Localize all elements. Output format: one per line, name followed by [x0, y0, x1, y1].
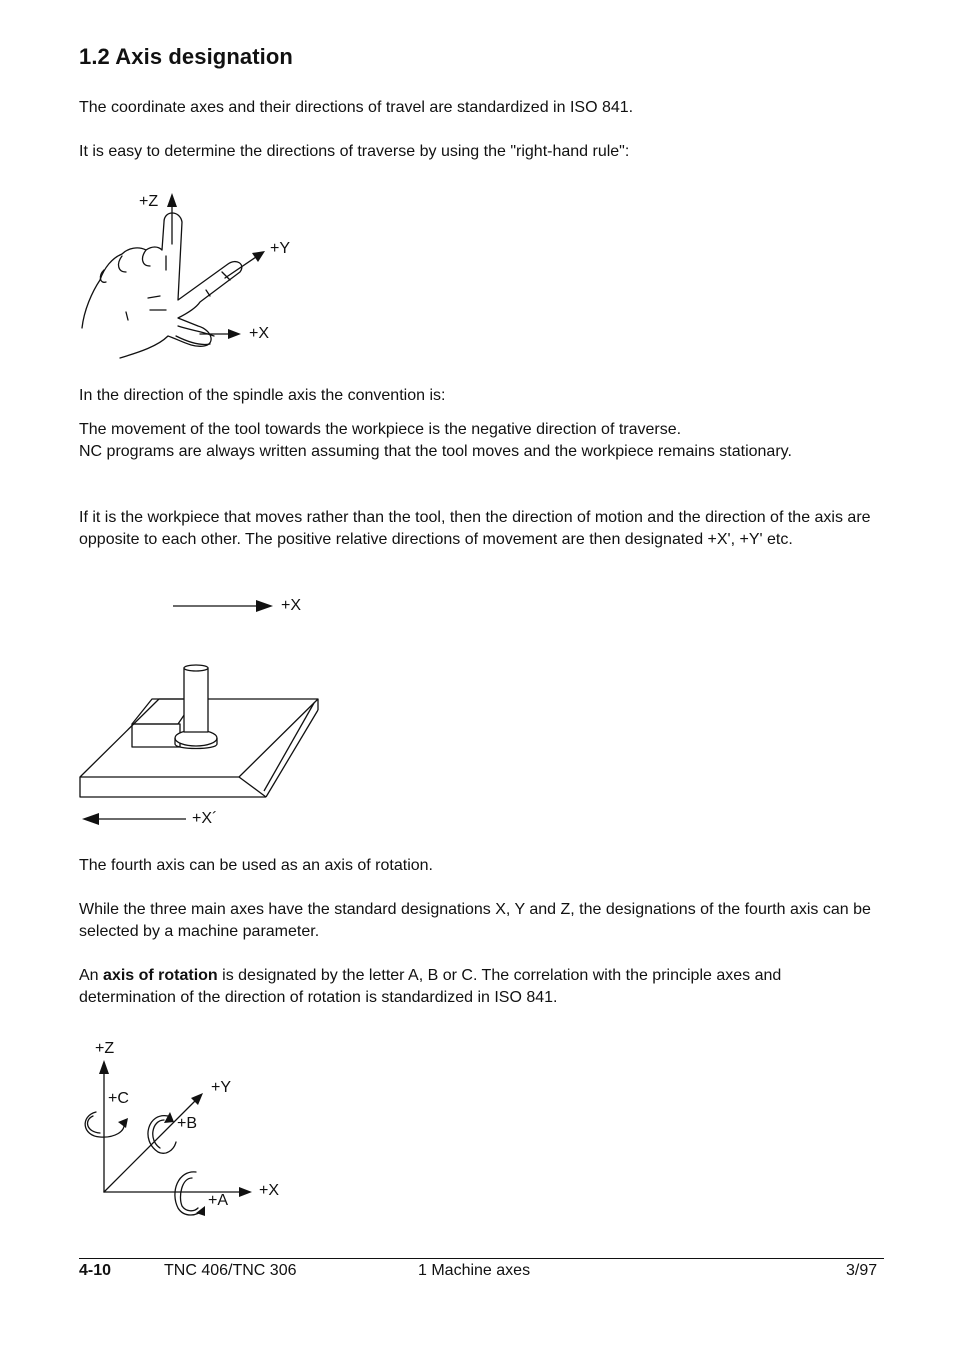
paragraph-axis-of-rotation — [79, 965, 879, 1009]
hand-label-z: +Z — [139, 193, 159, 210]
rot-label-c: +C — [108, 1090, 129, 1107]
paragraph-fourth-axis: The fourth axis can be used as an axis of rotation. — [79, 857, 433, 874]
paragraph-iso: The coordinate axes and their directions of travel are standardized in ISO 841. — [79, 99, 634, 116]
table-label-x: +X — [281, 597, 302, 614]
footer-date: 3/97 — [846, 1262, 878, 1279]
footer-rule — [79, 1258, 884, 1259]
hand-label-x: +X — [249, 325, 270, 342]
footer-product: TNC 406/TNC 306 — [164, 1262, 297, 1279]
rot-label-y: +Y — [211, 1079, 232, 1096]
rotation-bold-term: axis of rotation — [103, 967, 218, 984]
rotation-suffix: is designated by the letter A, B or C. The correlation with the principle axes and determination of the direction of rotation is standardized in ISO 841. — [79, 967, 782, 1006]
paragraph-workpiece-moves: If it is the workpiece that moves rather than the tool, then the direction of motion and the direction of the axis are opposite to each other. The positive relative directions of movement are then designated +X', +Y' etc. — [79, 509, 871, 548]
paragraph-negative-direction: The movement of the tool towards the workpiece is the negative direction of traverse. — [79, 421, 682, 438]
paragraph-designations: While the three main axes have the standard designations X, Y and Z, the designations of the fourth axis can be selected by a machine parameter. — [79, 901, 871, 940]
rot-label-x: +X — [259, 1182, 280, 1199]
rot-label-z: +Z — [95, 1040, 115, 1057]
rot-label-a: +A — [208, 1192, 229, 1209]
paragraph-right-hand-rule: It is easy to determine the directions of traverse by using the "right-hand rule": — [79, 143, 630, 160]
footer-chapter: 1 Machine axes — [418, 1262, 531, 1279]
rot-label-b: +B — [177, 1115, 198, 1132]
table-label-xprime: +X´ — [192, 810, 218, 827]
hand-label-y: +Y — [270, 240, 291, 257]
paragraph-nc-programs: NC programs are always written assuming that the tool moves and the workpiece remains stationary. — [79, 443, 792, 460]
section-heading: 1.2 Axis designation — [79, 44, 293, 69]
footer-page-number: 4-10 — [79, 1262, 112, 1279]
rotation-prefix: An — [79, 967, 104, 984]
paragraph-spindle-convention: In the direction of the spindle axis the convention is: — [79, 387, 446, 404]
